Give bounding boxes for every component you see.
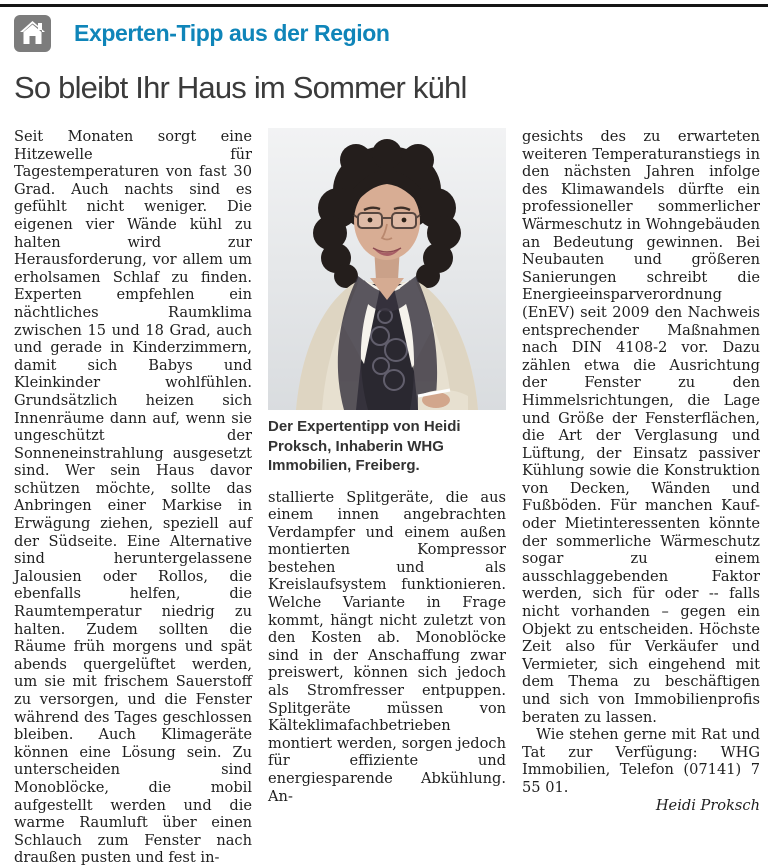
article-headline: So bleibt Ihr Haus im Sommer kühl — [14, 70, 467, 105]
article-column-3 — [522, 128, 760, 814]
body-text-column-3: gesichts des zu erwarteten weiteren Temperaturanstiegs in den nächsten Jahren infolge des Klimawandels dürfte ein professioneller sommerlicher Wärmeschutz in Wohngebäuden an Bedeutung gewinnen. Bei Neubauten und größeren Sanierungen schreibt die Energieeinsparverordnung (EnEV) seit 2009 den Nachweis entsprechender Maßnahmen nach DIN 4108-2 vor. Dazu zählen etwa die Ausrichtung der Fenster zu den Himmelsrichtungen, die Lage und Größe der Fensterflächen, die Art der Verglasung und Lüftung, der Einsatz passiver Kühlung sowie die Konstruktion von Decken, Wänden und Fußböden. Für manchen Kauf- oder Mietinteressenten könnte der sommerliche Wärmeschutz sogar zu einem ausschlaggebenden Faktor werden, sich für oder -- falls nicht vorhanden – gegen ein Objekt zu entscheiden. Höchste Zeit also für Verkäufer und Vermieter, sich eingehend mit dem Thema zu beschäftigen und sich von Immobilienprofis beraten zu lassen. — [522, 128, 760, 726]
top-rule — [0, 4, 768, 7]
photo-caption: Der Expertentipp von Heidi Proksch, Inhaberin WHG Immobilien, Freiberg. — [268, 418, 461, 474]
expert-photo — [268, 128, 506, 410]
author-byline: Heidi Proksch — [655, 796, 760, 814]
article-column-1 — [14, 128, 252, 867]
section-header — [14, 15, 390, 52]
section-label: Experten-Tipp aus der Region — [74, 20, 390, 46]
contact-paragraph: Wie stehen gerne mit Rat und Tat zur Verfügung: WHG Immobilien, Telefon (07141) 7 55 01. — [522, 726, 760, 796]
house-icon — [14, 15, 51, 52]
body-text-column-1: Seit Monaten sorgt eine Hitzewelle für Tagestemperaturen von fast 30 Grad. Auch nachts sind es gefühlt nicht weniger. Die eigenen vier Wände kühl zu halten wird zur Herausforderung, vor allem um erholsamen Schlaf zu finden. Experten empfehlen ein nächtliches Raumklima zwischen 15 und 18 Grad, auch und gerade in Kinderzimmern, damit sich Babys und Kleinkinder wohlfühlen. Grundsätzlich heizen sich Innenräume dann auf, wenn sie ungeschützt der Sonneneinstrahlung ausgesetzt sind. Wer sein Haus davor schützen möchte, sollte das Anbringen einer Markise in Erwägung ziehen, speziell auf der Südseite. Eine Alternative sind heruntergelassene Jalousien oder Rollos, die ebenfalls helfen, die Raumtemperatur niedrig zu halten. Zudem sollten die Räume früh morgens und spät abends quergelüftet werden, um sie mit frischem Sauerstoff zu versorgen, und die Fenster während des Tages geschlossen bleiben. Auch Klimageräte können eine Lösung sein. Zu unterscheiden sind Monoblöcke, die mobil aufgestellt werden und die warme Raumluft über einen Schlauch zum Fenster nach draußen pusten und fest in- — [14, 128, 252, 867]
article-column-2 — [268, 128, 506, 805]
body-text-column-2: stallierte Splitgeräte, die aus einem innen angebrachten Verdampfer und einem außen montierten Kompressor bestehen und als Kreislaufsystem funktionieren. Welche Variante in Frage kommt, hängt nicht zuletzt von den Kosten ab. Monoblöcke sind in der Anschaffung zwar preiswert, können sich jedoch als Stromfresser entpuppen. Splitgeräte müssen von Kälteklimafachbetrieben montiert werden, sorgen jedoch für effiziente und energiesparende Abkühlung. An- — [268, 488, 506, 805]
